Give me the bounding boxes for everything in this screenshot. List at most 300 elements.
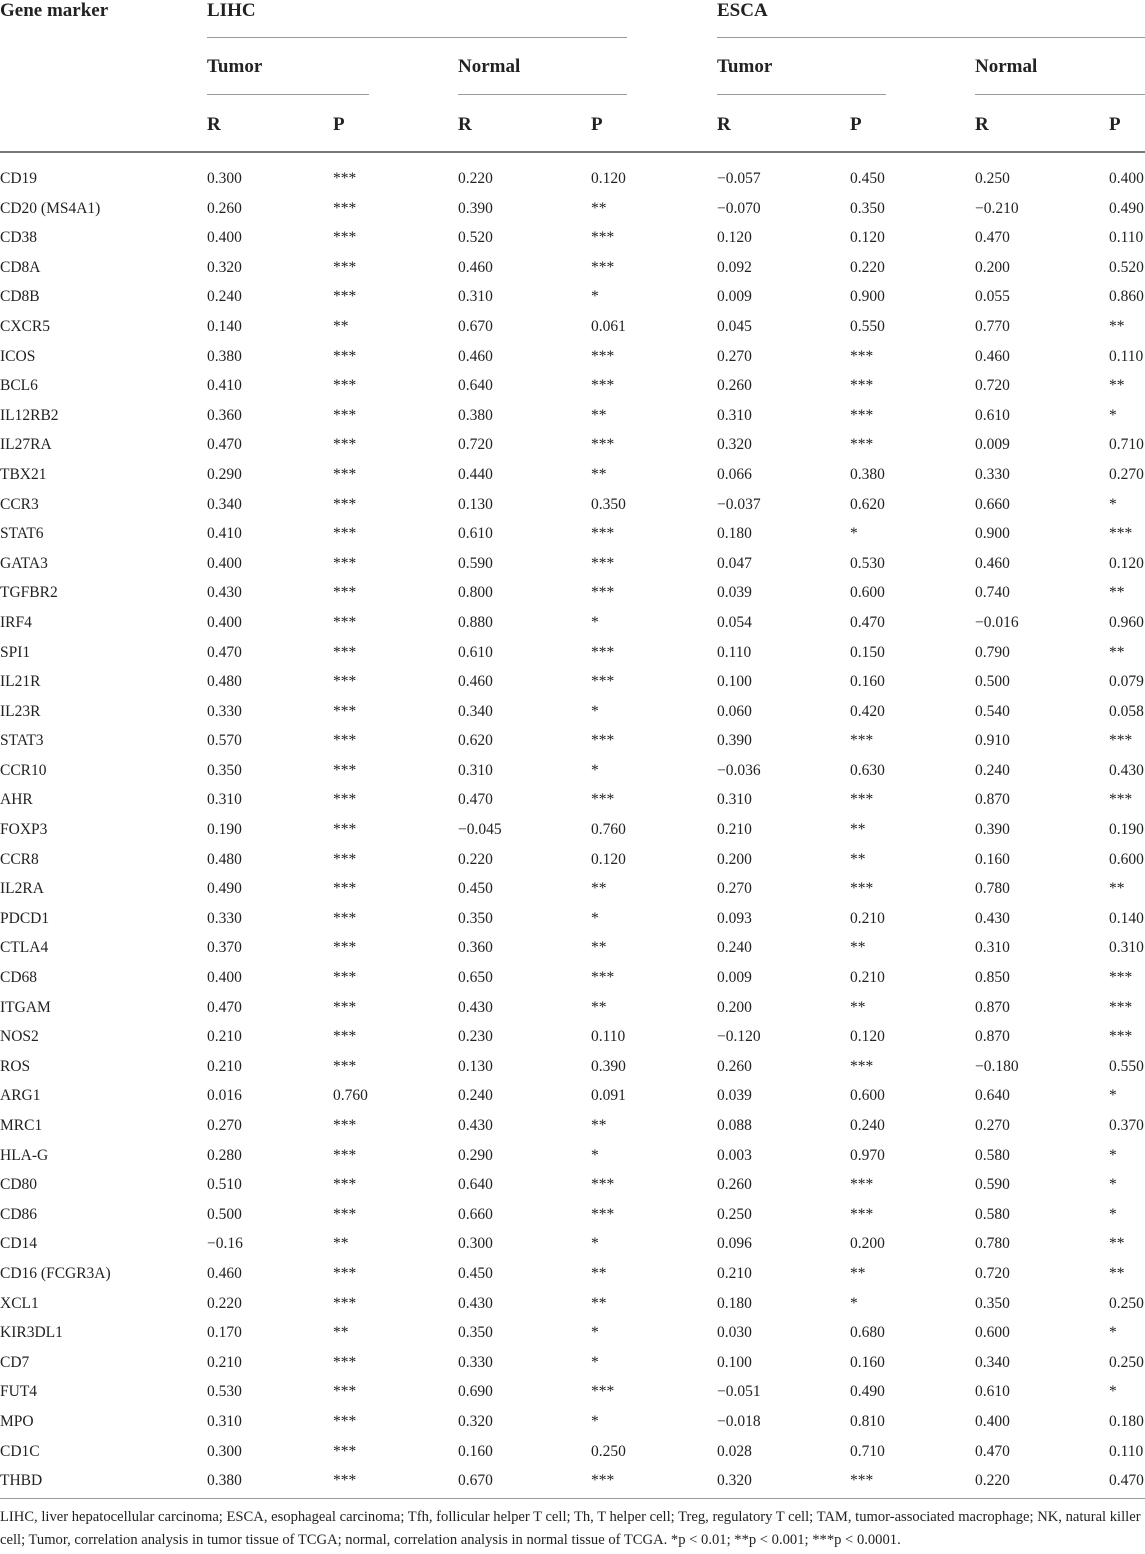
table-row: [0, 549, 1145, 579]
table-row: [0, 1111, 1145, 1141]
gene-cell: TBX21: [0, 465, 47, 483]
value-cell: 0.250: [1109, 1353, 1144, 1371]
value-cell: 0.600: [975, 1324, 1010, 1342]
value-cell: 0.270: [717, 347, 752, 365]
value-cell: 0.470: [1109, 1472, 1144, 1490]
value-cell: 0.400: [207, 969, 242, 987]
value-cell: 0.096: [717, 1235, 752, 1253]
value-cell: 0.120: [1109, 554, 1144, 572]
table-row: [0, 904, 1145, 934]
value-cell: 0.360: [458, 939, 493, 957]
value-cell: 0.180: [717, 1294, 752, 1312]
value-cell: −0.051: [717, 1383, 761, 1401]
table-row: [0, 1407, 1145, 1437]
value-cell: ***: [591, 791, 615, 809]
value-cell: ***: [333, 1057, 357, 1075]
value-cell: 0.210: [850, 909, 885, 927]
value-cell: 0.670: [458, 317, 493, 335]
value-cell: ***: [333, 377, 357, 395]
value-cell: −0.180: [975, 1057, 1019, 1075]
value-cell: 0.320: [458, 1412, 493, 1430]
table-row: [0, 430, 1145, 460]
value-cell: ***: [1109, 998, 1133, 1016]
value-cell: 0.260: [717, 377, 752, 395]
value-cell: ***: [333, 1383, 357, 1401]
value-cell: 0.310: [207, 791, 242, 809]
value-cell: **: [591, 1117, 607, 1134]
value-cell: 0.610: [458, 643, 493, 661]
value-cell: *: [591, 909, 599, 927]
table-row: [0, 1022, 1145, 1052]
value-cell: ***: [333, 170, 357, 187]
col-header-esca-tumor: Tumor: [717, 56, 773, 77]
table-row: [0, 638, 1145, 668]
table-row: [0, 164, 1145, 194]
value-cell: ***: [591, 1472, 615, 1490]
table-row: [0, 371, 1145, 401]
value-cell: 0.430: [975, 909, 1010, 927]
gene-cell: CTLA4: [0, 939, 49, 957]
table-row: [0, 1259, 1145, 1289]
value-cell: ***: [850, 377, 874, 395]
table-row: [0, 1437, 1145, 1467]
value-cell: **: [591, 1264, 607, 1282]
gene-cell: ARG1: [0, 1087, 41, 1105]
value-cell: 0.210: [850, 969, 885, 987]
value-cell: 0.140: [1109, 909, 1144, 927]
table-row: [0, 874, 1145, 904]
value-cell: **: [591, 465, 607, 483]
value-cell: 0.640: [975, 1087, 1010, 1105]
value-cell: ***: [333, 880, 357, 898]
value-cell: ***: [591, 554, 615, 572]
rule-lihc-tumor: [207, 94, 369, 95]
gene-cell: XCL1: [0, 1294, 39, 1312]
value-cell: 0.200: [850, 1235, 885, 1253]
value-cell: 0.220: [458, 850, 493, 868]
value-cell: 0.900: [975, 525, 1010, 543]
value-cell: *: [1109, 1205, 1117, 1223]
value-cell: 0.350: [458, 909, 493, 927]
value-cell: *: [1109, 406, 1117, 424]
header-bottom-rule: [0, 151, 1145, 153]
table-row: [0, 342, 1145, 372]
value-cell: ***: [333, 406, 357, 424]
value-cell: 0.610: [975, 406, 1010, 424]
value-cell: 0.960: [1109, 613, 1144, 631]
table-row: [0, 460, 1145, 490]
value-cell: 0.170: [207, 1324, 242, 1342]
value-cell: ***: [591, 969, 615, 987]
value-cell: 0.200: [975, 258, 1010, 276]
value-cell: 0.690: [458, 1383, 493, 1401]
value-cell: ***: [333, 613, 357, 631]
value-cell: ***: [333, 229, 357, 247]
value-cell: ***: [333, 554, 357, 572]
value-cell: 0.079: [1109, 673, 1144, 691]
value-cell: 0.880: [458, 613, 493, 631]
value-cell: 0.620: [458, 732, 493, 750]
value-cell: ***: [333, 347, 357, 365]
gene-cell: SPI1: [0, 643, 31, 661]
value-cell: 0.460: [975, 554, 1010, 572]
gene-cell: GATA3: [0, 554, 48, 572]
value-cell: 0.260: [207, 199, 242, 217]
table-row: [0, 963, 1145, 993]
value-cell: 0.400: [207, 613, 242, 631]
value-cell: ***: [850, 347, 874, 365]
gene-cell: CD8B: [0, 288, 40, 306]
value-cell: ***: [333, 525, 357, 543]
value-cell: 0.590: [975, 1176, 1010, 1194]
value-cell: **: [333, 317, 349, 335]
value-cell: **: [591, 1294, 607, 1312]
value-cell: **: [850, 998, 866, 1016]
value-cell: 0.210: [717, 821, 752, 839]
value-cell: ***: [333, 288, 357, 306]
gene-cell: FOXP3: [0, 821, 48, 839]
value-cell: 0.330: [458, 1353, 493, 1371]
value-cell: ***: [333, 909, 357, 927]
value-cell: ***: [333, 702, 357, 720]
value-cell: ***: [333, 1353, 357, 1371]
value-cell: 0.100: [717, 673, 752, 691]
value-cell: ***: [333, 1264, 357, 1282]
value-cell: 0.240: [975, 761, 1010, 779]
value-cell: ***: [333, 1176, 357, 1194]
value-cell: 0.260: [717, 1176, 752, 1194]
value-cell: 0.500: [975, 673, 1010, 691]
value-cell: *: [1109, 1383, 1117, 1401]
table-row: [0, 1200, 1145, 1230]
value-cell: 0.390: [717, 732, 752, 750]
value-cell: 0.160: [458, 1442, 493, 1460]
value-cell: 0.430: [458, 998, 493, 1016]
value-cell: **: [591, 998, 607, 1016]
value-cell: 0.060: [717, 702, 752, 720]
gene-cell: BCL6: [0, 377, 38, 395]
value-cell: 0.490: [1109, 199, 1144, 217]
gene-cell: CD1C: [0, 1442, 40, 1460]
value-cell: 0.110: [717, 643, 752, 661]
table-row: [0, 1170, 1145, 1200]
table-row: [0, 667, 1145, 697]
gene-cell: CXCR5: [0, 317, 50, 335]
value-cell: 0.970: [850, 1146, 885, 1164]
value-cell: ***: [591, 1176, 615, 1194]
value-cell: 0.350: [975, 1294, 1010, 1312]
value-cell: 0.310: [458, 761, 493, 779]
value-cell: 0.770: [975, 317, 1010, 335]
gene-cell: CD38: [0, 229, 38, 247]
value-cell: ***: [591, 643, 615, 661]
gene-cell: CD80: [0, 1176, 38, 1194]
table-row: [0, 1318, 1145, 1348]
value-cell: 0.093: [717, 909, 752, 927]
value-cell: 0.190: [1109, 821, 1144, 839]
value-cell: 0.280: [207, 1146, 242, 1164]
value-cell: 0.061: [591, 317, 626, 335]
value-cell: 0.660: [458, 1205, 493, 1223]
value-cell: *: [591, 1412, 599, 1430]
value-cell: 0.710: [850, 1442, 885, 1460]
value-cell: 0.310: [717, 406, 752, 424]
value-cell: **: [333, 1324, 349, 1342]
value-cell: 0.470: [207, 998, 242, 1016]
value-cell: 0.550: [850, 317, 885, 335]
value-cell: 0.310: [1109, 939, 1144, 957]
value-cell: 0.430: [458, 1294, 493, 1312]
value-cell: −0.070: [717, 199, 761, 217]
value-cell: 0.610: [975, 1383, 1010, 1401]
value-cell: 0.520: [1109, 258, 1144, 276]
value-cell: 0.160: [975, 850, 1010, 868]
value-cell: 0.220: [458, 170, 493, 187]
value-cell: *: [591, 613, 599, 631]
table-row: [0, 490, 1145, 520]
value-cell: 0.360: [207, 406, 242, 424]
value-cell: 0.290: [458, 1146, 493, 1164]
value-cell: 0.390: [458, 199, 493, 217]
gene-cell: MRC1: [0, 1117, 43, 1134]
value-cell: 0.910: [975, 732, 1010, 750]
value-cell: 0.780: [975, 880, 1010, 898]
value-cell: ***: [333, 791, 357, 809]
value-cell: 0.370: [1109, 1117, 1144, 1134]
gene-cell: CD7: [0, 1353, 30, 1371]
value-cell: −0.037: [717, 495, 761, 513]
table-row: [0, 194, 1145, 224]
value-cell: 0.720: [458, 436, 493, 454]
value-cell: ***: [333, 761, 357, 779]
value-cell: *: [591, 761, 599, 779]
value-cell: **: [850, 850, 866, 868]
value-cell: 0.270: [975, 1117, 1010, 1134]
table-row: [0, 253, 1145, 283]
value-cell: ***: [333, 1205, 357, 1223]
value-cell: 0.220: [207, 1294, 242, 1312]
value-cell: ***: [850, 1472, 874, 1490]
table-row: [0, 312, 1145, 342]
value-cell: 0.430: [458, 1117, 493, 1134]
table-row: [0, 1141, 1145, 1171]
value-cell: 0.130: [458, 1057, 493, 1075]
value-cell: 0.310: [975, 939, 1010, 957]
value-cell: *: [850, 1294, 858, 1312]
value-cell: ***: [333, 584, 357, 602]
col-header-lihc-normal-p: P: [591, 114, 603, 135]
gene-cell: IL2RA: [0, 880, 44, 898]
value-cell: 0.340: [975, 1353, 1010, 1371]
value-cell: ***: [333, 436, 357, 454]
value-cell: *: [591, 1353, 599, 1371]
value-cell: ***: [591, 229, 615, 247]
value-cell: 0.210: [717, 1264, 752, 1282]
value-cell: *: [1109, 1324, 1117, 1342]
rule-esca-normal: [975, 94, 1145, 95]
value-cell: 0.470: [975, 229, 1010, 247]
value-cell: 0.220: [975, 1472, 1010, 1490]
value-cell: 0.028: [717, 1442, 752, 1460]
table-footnote: LIHC, liver hepatocellular carcinoma; ESCA, esophageal carcinoma; Tfh, follicular helper T cell; Th, T helper cell; Treg, regulatory T cell; TAM, tumor-associated macrophage; NK, natural killer cell; Tumor, correlation analysis in tumor tissue of TCGA; normal, correlation analysis in normal tissue of TCGA. *p < 0.01; **p < 0.001; ***p < 0.0001.: [0, 1509, 1141, 1548]
value-cell: 0.760: [333, 1087, 368, 1105]
value-cell: 0.160: [850, 673, 885, 691]
value-cell: ***: [850, 436, 874, 454]
value-cell: 0.400: [207, 554, 242, 572]
col-header-esca-tumor-r: R: [717, 114, 731, 135]
value-cell: 0.520: [458, 229, 493, 247]
value-cell: ***: [333, 821, 357, 839]
table-row: [0, 1081, 1145, 1111]
value-cell: 0.640: [458, 377, 493, 395]
col-header-gene-marker: Gene marker: [0, 0, 109, 21]
value-cell: ***: [591, 347, 615, 365]
value-cell: 0.430: [1109, 761, 1144, 779]
value-cell: **: [591, 939, 607, 957]
col-header-lihc-tumor: Tumor: [207, 56, 263, 77]
value-cell: 0.530: [207, 1383, 242, 1401]
value-cell: 0.400: [975, 1412, 1010, 1430]
value-cell: 0.047: [717, 554, 752, 572]
value-cell: 0.740: [975, 584, 1010, 602]
value-cell: 0.066: [717, 465, 752, 483]
value-cell: ***: [333, 939, 357, 957]
value-cell: ***: [850, 1176, 874, 1194]
gene-cell: CCR10: [0, 761, 47, 779]
value-cell: 0.470: [458, 791, 493, 809]
value-cell: −0.120: [717, 1028, 761, 1046]
gene-cell: CCR3: [0, 495, 39, 513]
gene-cell: IL21R: [0, 673, 41, 691]
value-cell: 0.480: [207, 673, 242, 691]
value-cell: ***: [333, 1146, 357, 1164]
gene-cell: CD86: [0, 1205, 38, 1223]
value-cell: ***: [333, 465, 357, 483]
value-cell: ***: [591, 258, 615, 276]
value-cell: ***: [1109, 1028, 1133, 1046]
col-header-esca: ESCA: [717, 0, 768, 21]
value-cell: **: [1109, 1235, 1125, 1253]
value-cell: 0.120: [591, 170, 626, 187]
gene-cell: IRF4: [0, 613, 32, 631]
gene-cell: CD14: [0, 1235, 38, 1253]
value-cell: 0.380: [207, 1472, 242, 1490]
col-header-esca-normal: Normal: [975, 56, 1038, 77]
value-cell: 0.470: [975, 1442, 1010, 1460]
gene-cell: MPO: [0, 1412, 34, 1430]
value-cell: 0.230: [458, 1028, 493, 1046]
value-cell: *: [1109, 495, 1117, 513]
value-cell: 0.190: [207, 821, 242, 839]
value-cell: 0.220: [850, 258, 885, 276]
value-cell: 0.030: [717, 1324, 752, 1342]
value-cell: *: [591, 1235, 599, 1253]
gene-cell: CD68: [0, 969, 38, 987]
value-cell: 0.410: [207, 525, 242, 543]
value-cell: 0.720: [975, 377, 1010, 395]
value-cell: 0.590: [458, 554, 493, 572]
value-cell: 0.120: [850, 229, 885, 247]
value-cell: ***: [333, 673, 357, 691]
value-cell: −0.036: [717, 761, 761, 779]
value-cell: 0.810: [850, 1412, 885, 1430]
gene-cell: IL12RB2: [0, 406, 59, 424]
value-cell: 0.680: [850, 1324, 885, 1342]
value-cell: *: [591, 288, 599, 306]
value-cell: *: [1109, 1176, 1117, 1194]
value-cell: −0.016: [975, 613, 1019, 631]
gene-cell: AHR: [0, 791, 33, 809]
value-cell: 0.240: [850, 1117, 885, 1134]
col-header-esca-tumor-p: P: [850, 114, 862, 135]
value-cell: 0.350: [207, 761, 242, 779]
value-cell: **: [1109, 377, 1125, 395]
value-cell: ***: [591, 436, 615, 454]
table-row: [0, 993, 1145, 1023]
value-cell: ***: [591, 1383, 615, 1401]
table-row: [0, 1229, 1145, 1259]
value-cell: 0.330: [207, 909, 242, 927]
col-header-esca-normal-p: P: [1109, 114, 1121, 135]
value-cell: 0.490: [850, 1383, 885, 1401]
gene-cell: ITGAM: [0, 998, 51, 1016]
table-row: [0, 608, 1145, 638]
value-cell: *: [591, 1146, 599, 1164]
value-cell: **: [850, 821, 866, 839]
value-cell: 0.240: [717, 939, 752, 957]
value-cell: 0.400: [1109, 170, 1144, 187]
value-cell: 0.210: [207, 1057, 242, 1075]
value-cell: 0.270: [1109, 465, 1144, 483]
value-cell: 0.009: [975, 436, 1010, 454]
value-cell: ***: [333, 998, 357, 1016]
value-cell: 0.300: [207, 1442, 242, 1460]
value-cell: 0.039: [717, 1087, 752, 1105]
value-cell: 0.260: [717, 1057, 752, 1075]
value-cell: ***: [333, 1472, 357, 1490]
value-cell: 0.100: [717, 1353, 752, 1371]
value-cell: 0.460: [458, 258, 493, 276]
value-cell: ***: [591, 584, 615, 602]
value-cell: 0.340: [458, 702, 493, 720]
value-cell: ***: [333, 850, 357, 868]
value-cell: 0.620: [850, 495, 885, 513]
table-row: [0, 223, 1145, 253]
value-cell: 0.870: [975, 998, 1010, 1016]
value-cell: 0.800: [458, 584, 493, 602]
value-cell: 0.720: [975, 1264, 1010, 1282]
table-row: [0, 933, 1145, 963]
value-cell: 0.460: [975, 347, 1010, 365]
value-cell: 0.470: [207, 643, 242, 661]
value-cell: ***: [591, 525, 615, 543]
value-cell: 0.350: [458, 1324, 493, 1342]
value-cell: 0.900: [850, 288, 885, 306]
value-cell: 0.054: [717, 613, 752, 631]
value-cell: 0.250: [975, 170, 1010, 187]
value-cell: ***: [591, 732, 615, 750]
value-cell: 0.039: [717, 584, 752, 602]
value-cell: 0.200: [717, 850, 752, 868]
value-cell: 0.410: [207, 377, 242, 395]
value-cell: *: [591, 1324, 599, 1342]
value-cell: ***: [850, 1205, 874, 1223]
value-cell: ***: [1109, 525, 1133, 543]
value-cell: 0.110: [1109, 347, 1144, 365]
gene-cell: ICOS: [0, 347, 36, 365]
value-cell: 0.310: [207, 1412, 242, 1430]
value-cell: 0.390: [975, 821, 1010, 839]
